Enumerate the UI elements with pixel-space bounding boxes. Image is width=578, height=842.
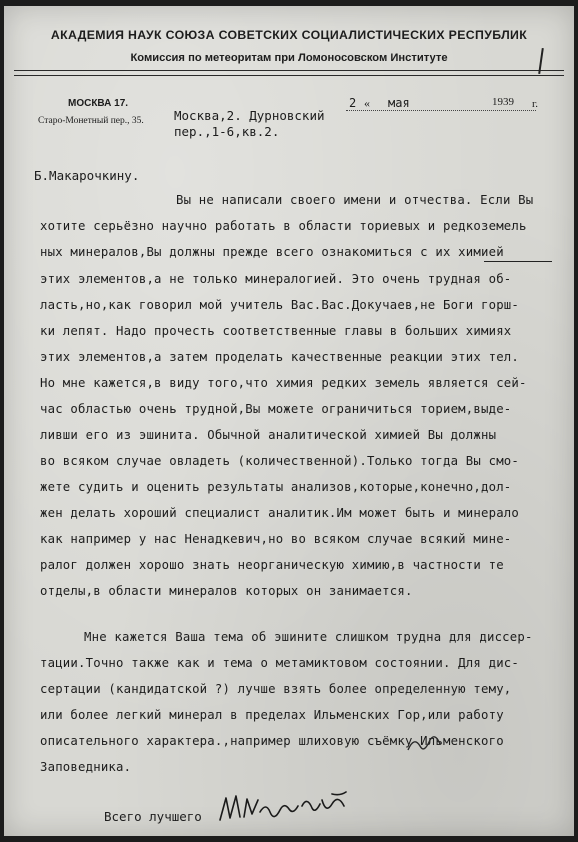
letterhead-commission: Комиссия по метеоритам при Ломоносовском Институте	[130, 52, 448, 64]
handwritten-signature	[214, 790, 364, 826]
date-suffix: г.	[532, 98, 539, 110]
date-dotted-line	[346, 110, 536, 111]
ink-blot-mark	[404, 732, 444, 756]
body-line: описательного характера.,например шлиховую съёмку Ильменского	[40, 734, 504, 748]
letterhead-organization: АКАДЕМИЯ НАУК СОЮЗА СОВЕТСКИХ СОЦИАЛИСТИЧЕСКИХ РЕСПУБЛИК	[50, 28, 528, 42]
letterhead-rule-bottom	[14, 75, 564, 76]
body-line: час областью очень трудной,Вы можете ограничиться торием,выде-	[40, 402, 512, 416]
body-line: жен делать хороший специалист аналитик.Им может быть и минерало	[40, 506, 520, 520]
body-line: Вы не написали своего имени и отчества. Если Вы	[176, 193, 534, 207]
body-line: хотите серьёзно научно работать в области ториевых и редкоземель	[40, 219, 527, 233]
letterhead-street: Старо-Монетный пер., 35.	[38, 116, 144, 126]
body-line: Мне кажется Ваша тема об эшините слишком трудна для диссер-	[84, 630, 533, 644]
body-line: ралог должен хорошо знать неорганическую химию,в частности те	[40, 558, 504, 572]
date-month: мая	[388, 96, 410, 110]
date-day: 2	[349, 96, 357, 110]
recipient-address-line: пер.,1-6,кв.2.	[174, 124, 280, 139]
letterhead-city: МОСКВА 17.	[68, 98, 129, 109]
body-line: или более легкий минерал в пределах Ильменских Гор,или работу	[40, 708, 504, 722]
closing-phrase: Всего лучшего	[104, 809, 202, 824]
salutation: Б.Макарочкину.	[34, 168, 140, 183]
body-line: сертации (кандидатской ?) лучше взять более определенную тему,	[40, 682, 512, 696]
body-line: тации.Точно также как и тема о метамиктовом состоянии. Для дис-	[40, 656, 520, 670]
body-line: этих элементов,а затем проделать качественные реакции этих тел.	[40, 350, 520, 364]
letter-sheet	[4, 6, 574, 836]
date-quote-mark: «	[364, 96, 370, 110]
body-line: ных минералов,Вы должны прежде всего ознакомиться с их химией	[40, 245, 504, 259]
body-line: Заповедника.	[40, 760, 132, 774]
body-line: ласть,но,как говорил мой учитель Вас.Вас.Докучаев,не Боги горш-	[40, 298, 520, 312]
body-line: ки лепят. Надо прочесть соответственные главы в больших химиях	[40, 324, 512, 338]
body-line: во всяком случае овладеть (количественной).Только тогда Вы смо-	[40, 454, 520, 468]
body-line: жете судить и оценить результаты анализов,которые,конечно,дол-	[40, 480, 512, 494]
handwritten-underline	[484, 261, 552, 262]
date-year: 1939	[492, 96, 514, 108]
letterhead-rule-top	[14, 70, 564, 71]
body-line: как например у нас Ненадкевич,но во всяком случае всякий мине-	[40, 532, 512, 546]
body-line: Но мне кажется,в виду того,что химия редких земель является сей-	[40, 376, 527, 390]
body-line: отделы,в области минералов которых он занимается.	[40, 584, 413, 598]
body-line: этих элементов,а не только минералогией. Это очень трудная об-	[40, 272, 512, 286]
body-line: ливши его из эшинита. Обычной аналитической химией Вы должны	[40, 428, 497, 442]
recipient-address-line: Москва,2. Дурновский	[174, 108, 325, 123]
